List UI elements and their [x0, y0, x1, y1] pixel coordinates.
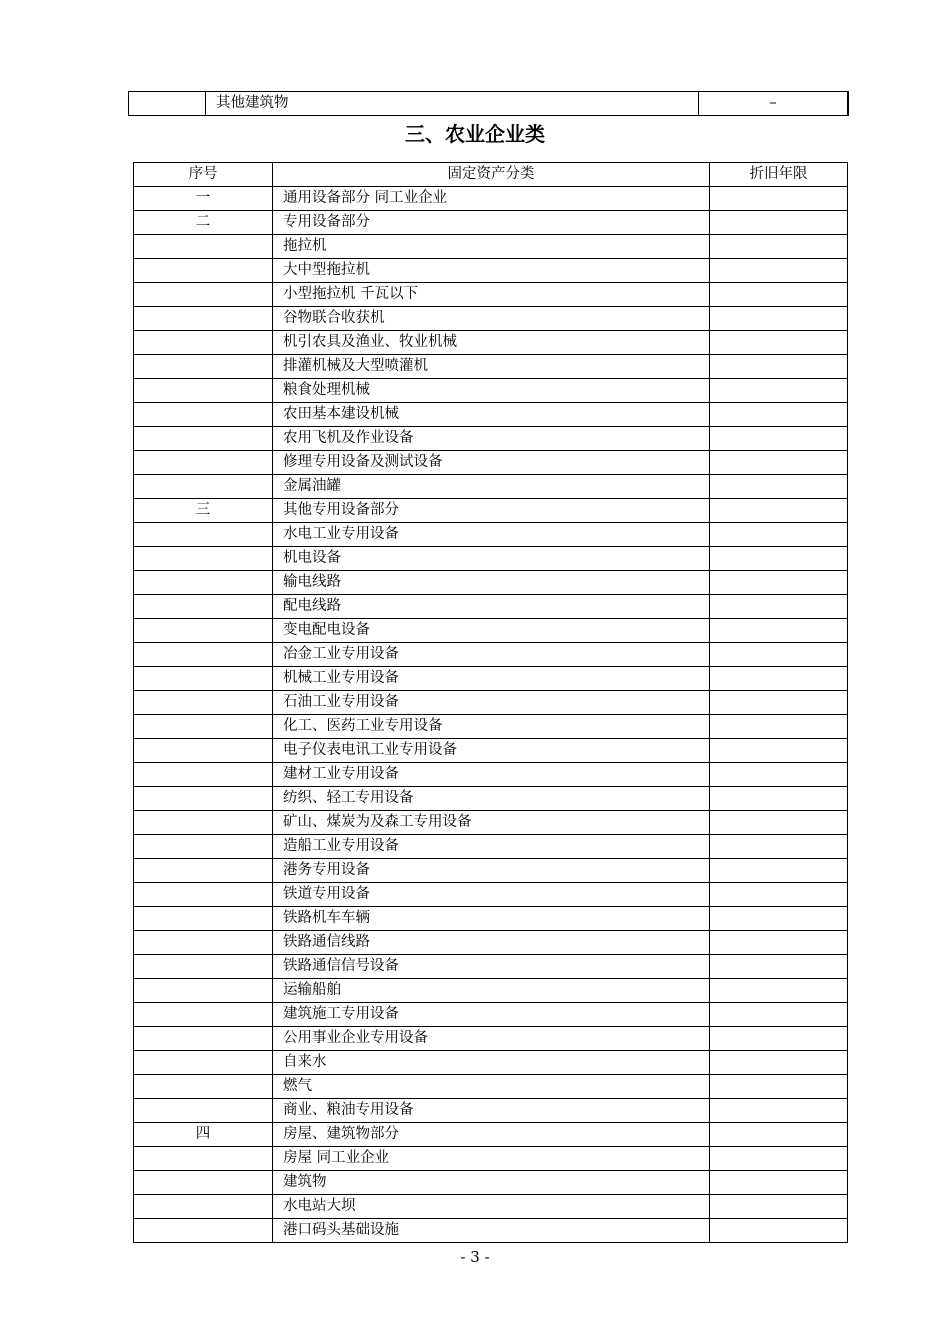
- years-cell: [710, 883, 848, 907]
- seq-cell: 四: [134, 1123, 273, 1147]
- category-cell: 房屋、建筑物部分: [273, 1123, 710, 1147]
- table-row: [134, 1219, 848, 1243]
- seq-cell: [134, 1195, 273, 1219]
- category-cell: 建材工业专用设备: [273, 763, 710, 787]
- category-cell: 配电线路: [273, 595, 710, 619]
- seq-cell: [129, 92, 206, 116]
- category-cell: 专用设备部分: [273, 211, 710, 235]
- seq-cell: [134, 619, 273, 643]
- category-cell: 农用飞机及作业设备: [273, 427, 710, 451]
- years-cell: [710, 811, 848, 835]
- table-row: [134, 379, 848, 403]
- seq-cell: [134, 1147, 273, 1171]
- table-row: [134, 427, 848, 451]
- category-cell: 铁路机车车辆: [273, 907, 710, 931]
- category-cell: 建筑施工专用设备: [273, 1003, 710, 1027]
- seq-cell: [134, 1171, 273, 1195]
- category-cell: 通用设备部分 同工业企业: [273, 187, 710, 211]
- table-row: [134, 355, 848, 379]
- seq-cell: [134, 475, 273, 499]
- category-cell: 冶金工业专用设备: [273, 643, 710, 667]
- years-cell: [710, 859, 848, 883]
- years-cell: [710, 523, 848, 547]
- years-cell: [710, 619, 848, 643]
- table-row: [129, 92, 849, 116]
- years-cell: [710, 403, 848, 427]
- table-row: [134, 1003, 848, 1027]
- category-cell: 小型拖拉机 千瓦以下: [273, 283, 710, 307]
- table-row: [134, 187, 848, 211]
- header-category: 固定资产分类: [273, 163, 710, 187]
- years-cell: [710, 667, 848, 691]
- seq-cell: [134, 691, 273, 715]
- table-row: [134, 547, 848, 571]
- table-row: [134, 883, 848, 907]
- category-cell: 电子仪表电讯工业专用设备: [273, 739, 710, 763]
- years-cell: [710, 931, 848, 955]
- table-row: [134, 283, 848, 307]
- category-cell: 机械工业专用设备: [273, 667, 710, 691]
- years-cell: [710, 907, 848, 931]
- seq-cell: [134, 451, 273, 475]
- years-cell: [710, 643, 848, 667]
- section-title: 三、农业企业类: [405, 122, 545, 146]
- table-row: [134, 331, 848, 355]
- years-cell: [710, 1171, 848, 1195]
- category-cell: 其他专用设备部分: [273, 499, 710, 523]
- depreciation-table: [133, 162, 848, 1243]
- category-cell: 谷物联合收获机: [273, 307, 710, 331]
- years-cell: [710, 547, 848, 571]
- page-number: - 3 -: [460, 1248, 490, 1266]
- seq-cell: [134, 883, 273, 907]
- seq-cell: [134, 907, 273, 931]
- table-row: [134, 475, 848, 499]
- years-cell: [710, 355, 848, 379]
- years-cell: [710, 1051, 848, 1075]
- years-cell: [710, 1147, 848, 1171]
- years-cell: [710, 259, 848, 283]
- seq-cell: [134, 355, 273, 379]
- years-cell: [710, 1219, 848, 1243]
- years-cell: [710, 715, 848, 739]
- seq-cell: 一: [134, 187, 273, 211]
- years-cell: [710, 955, 848, 979]
- category-cell: 矿山、煤炭为及森工专用设备: [273, 811, 710, 835]
- years-cell: [710, 331, 848, 355]
- table-row: [134, 1051, 848, 1075]
- category-cell: 农田基本建设机械: [273, 403, 710, 427]
- seq-cell: [134, 595, 273, 619]
- category-cell: 机引农具及渔业、牧业机械: [273, 331, 710, 355]
- seq-cell: [134, 235, 273, 259]
- category-cell: 输电线路: [273, 571, 710, 595]
- category-cell: 石油工业专用设备: [273, 691, 710, 715]
- seq-cell: [134, 1219, 273, 1243]
- seq-cell: [134, 1051, 273, 1075]
- category-cell: 铁道专用设备: [273, 883, 710, 907]
- seq-cell: [134, 427, 273, 451]
- seq-cell: [134, 667, 273, 691]
- years-cell: [710, 1195, 848, 1219]
- seq-cell: [134, 331, 273, 355]
- table-row: [134, 1099, 848, 1123]
- years-cell: [710, 235, 848, 259]
- table-row: [134, 619, 848, 643]
- category-cell: 其他建筑物: [206, 92, 699, 116]
- years-cell: [710, 307, 848, 331]
- table-row: [134, 235, 848, 259]
- seq-cell: [134, 379, 273, 403]
- category-cell: 自来水: [273, 1051, 710, 1075]
- table-row: [134, 715, 848, 739]
- years-cell: [710, 1123, 848, 1147]
- table-row: [134, 979, 848, 1003]
- seq-cell: [134, 523, 273, 547]
- category-cell: 水电站大坝: [273, 1195, 710, 1219]
- years-cell: [710, 379, 848, 403]
- category-cell: 机电设备: [273, 547, 710, 571]
- seq-cell: [134, 1099, 273, 1123]
- years-cell: [710, 979, 848, 1003]
- table-row: [134, 787, 848, 811]
- category-cell: 港口码头基础设施: [273, 1219, 710, 1243]
- years-cell: [710, 283, 848, 307]
- table-row: [134, 859, 848, 883]
- years-cell: [710, 427, 848, 451]
- category-cell: 公用事业企业专用设备: [273, 1027, 710, 1051]
- category-cell: 修理专用设备及测试设备: [273, 451, 710, 475]
- table-row: [134, 523, 848, 547]
- category-cell: 化工、医药工业专用设备: [273, 715, 710, 739]
- table-row: [134, 571, 848, 595]
- category-cell: 水电工业专用设备: [273, 523, 710, 547]
- years-cell: [710, 787, 848, 811]
- category-cell: 纺织、轻工专用设备: [273, 787, 710, 811]
- table-row: [134, 739, 848, 763]
- seq-cell: [134, 1075, 273, 1099]
- seq-cell: [134, 715, 273, 739]
- category-cell: 建筑物: [273, 1171, 710, 1195]
- years-cell: [710, 835, 848, 859]
- table-row: [134, 1027, 848, 1051]
- seq-cell: [134, 739, 273, 763]
- seq-cell: [134, 1027, 273, 1051]
- previous-table-fragment: [128, 91, 849, 116]
- category-cell: 金属油罐: [273, 475, 710, 499]
- category-cell: 变电配电设备: [273, 619, 710, 643]
- seq-cell: [134, 955, 273, 979]
- table-row: [134, 499, 848, 523]
- table-row: [134, 763, 848, 787]
- table-row: [134, 643, 848, 667]
- seq-cell: [134, 643, 273, 667]
- seq-cell: [134, 283, 273, 307]
- seq-cell: [134, 307, 273, 331]
- seq-cell: [134, 547, 273, 571]
- header-seq: 序号: [134, 163, 273, 187]
- category-cell: 运输船舶: [273, 979, 710, 1003]
- seq-cell: [134, 979, 273, 1003]
- table-row: [134, 1171, 848, 1195]
- category-cell: 港务专用设备: [273, 859, 710, 883]
- header-years: 折旧年限: [710, 163, 848, 187]
- seq-cell: [134, 571, 273, 595]
- years-cell: [710, 1027, 848, 1051]
- years-cell: [710, 475, 848, 499]
- table-row: [134, 595, 848, 619]
- seq-cell: [134, 859, 273, 883]
- category-cell: 铁路通信信号设备: [273, 955, 710, 979]
- table-row: [134, 1147, 848, 1171]
- table-header-row: [134, 163, 848, 187]
- category-cell: 粮食处理机械: [273, 379, 710, 403]
- seq-cell: [134, 763, 273, 787]
- category-cell: 燃气: [273, 1075, 710, 1099]
- table-row: [134, 451, 848, 475]
- table-body: [134, 187, 848, 1243]
- years-cell: [710, 211, 848, 235]
- table-row: [134, 259, 848, 283]
- years-cell: [710, 691, 848, 715]
- seq-cell: [134, 931, 273, 955]
- table-row: [134, 667, 848, 691]
- table-row: [134, 1195, 848, 1219]
- category-cell: 铁路通信线路: [273, 931, 710, 955]
- seq-cell: [134, 403, 273, 427]
- category-cell: 商业、粮油专用设备: [273, 1099, 710, 1123]
- years-cell: [710, 1099, 848, 1123]
- table-row: [134, 1123, 848, 1147]
- category-cell: 造船工业专用设备: [273, 835, 710, 859]
- seq-cell: 三: [134, 499, 273, 523]
- years-cell: –: [699, 92, 849, 116]
- table-row: [134, 955, 848, 979]
- years-cell: [710, 499, 848, 523]
- seq-cell: [134, 1003, 273, 1027]
- years-cell: [710, 187, 848, 211]
- years-cell: [710, 1075, 848, 1099]
- seq-cell: 二: [134, 211, 273, 235]
- years-cell: [710, 1003, 848, 1027]
- table-row: [134, 931, 848, 955]
- years-cell: [710, 739, 848, 763]
- category-cell: 大中型拖拉机: [273, 259, 710, 283]
- category-cell: 房屋 同工业企业: [273, 1147, 710, 1171]
- table-row: [134, 403, 848, 427]
- years-cell: [710, 763, 848, 787]
- table-row: [134, 811, 848, 835]
- seq-cell: [134, 259, 273, 283]
- years-cell: [710, 571, 848, 595]
- table-row: [134, 835, 848, 859]
- table-row: [134, 1075, 848, 1099]
- table-row: [134, 907, 848, 931]
- category-cell: 拖拉机: [273, 235, 710, 259]
- table-row: [134, 211, 848, 235]
- table-row: [134, 691, 848, 715]
- category-cell: 排灌机械及大型喷灌机: [273, 355, 710, 379]
- seq-cell: [134, 835, 273, 859]
- years-cell: [710, 595, 848, 619]
- seq-cell: [134, 787, 273, 811]
- seq-cell: [134, 811, 273, 835]
- years-cell: [710, 451, 848, 475]
- table-row: [134, 307, 848, 331]
